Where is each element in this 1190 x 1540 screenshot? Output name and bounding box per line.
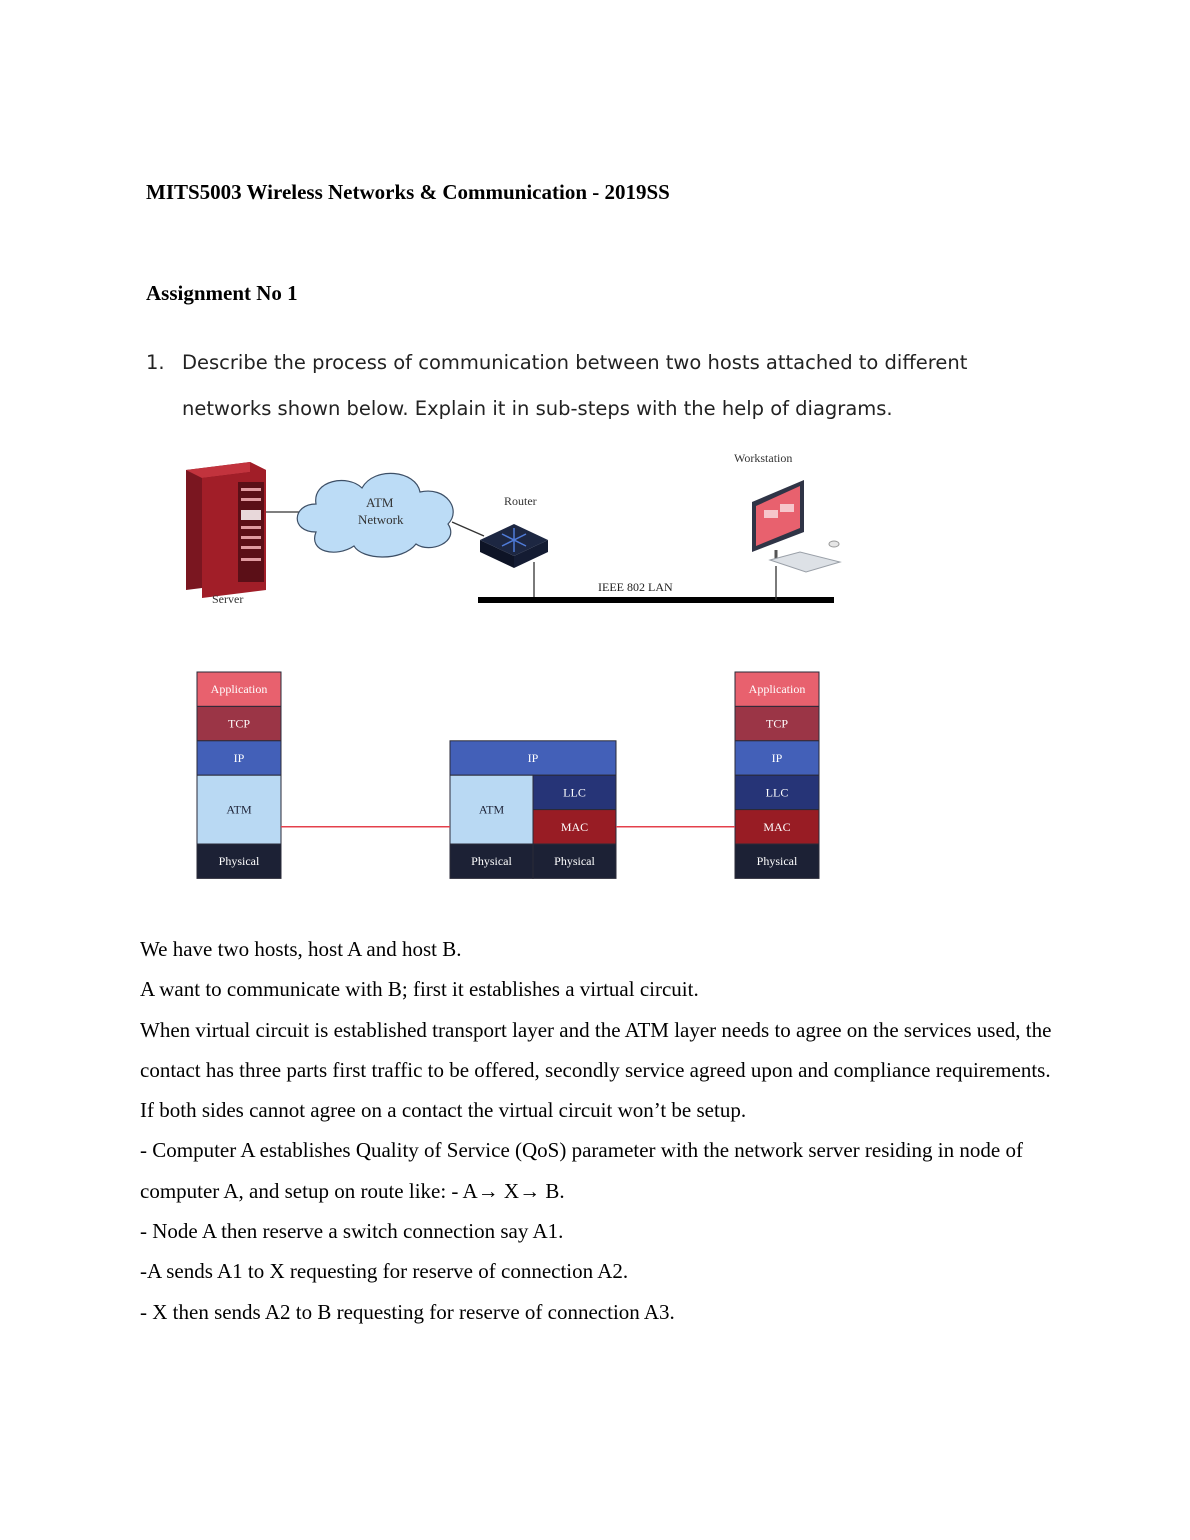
- paragraph: - Node A then reserve a switch connection say A1.: [140, 1219, 564, 1244]
- router-stack-atm-label: ATM: [478, 802, 505, 817]
- paragraph: We have two hosts, host A and host B.: [140, 937, 462, 961]
- paragraph: When virtual circuit is established transport layer and the ATM layer needs to agree on the services used, the contact has three parts first traffic to be offered, secondly service agreed upon and compliance requirements.: [140, 1017, 1052, 1082]
- router-stack-physical-left-label: Physical: [471, 854, 512, 869]
- left-stack-physical: [197, 844, 281, 878]
- document-title: MITS5003 Wireless Networks & Communication - 2019SS: [146, 180, 670, 204]
- left-stack-tcp-label: TCP: [227, 716, 251, 731]
- paragraph: If both sides cannot agree on a contact the virtual circuit won’t be setup.: [140, 1098, 747, 1123]
- right-stack-tcp: [735, 706, 819, 740]
- right-stack-llc: [735, 775, 819, 809]
- assignment-heading: Assignment No 1: [146, 281, 298, 305]
- router-stack-ip-label: IP: [527, 751, 539, 765]
- router-icon: [480, 524, 548, 568]
- router-stack-physical-right: [533, 844, 616, 878]
- right-stack-application-label: Application: [748, 682, 806, 697]
- router-stack-llc-label: LLC: [563, 785, 586, 800]
- router-stack-physical-right-label: Physical: [554, 854, 595, 869]
- right-stack-ip-label: IP: [771, 751, 783, 765]
- left-stack-atm-label: ATM: [226, 802, 252, 817]
- left-stack-physical-label: Physical: [218, 854, 260, 869]
- left-stack-ip: [197, 741, 281, 775]
- router-stack-mac-label: MAC: [560, 819, 589, 834]
- right-stack-physical: [735, 844, 819, 878]
- right-stack-mac-label: MAC: [763, 819, 791, 834]
- paragraph: - X then sends A2 to B requesting for reserve of connection A3.: [140, 1299, 675, 1324]
- question-number: 1.: [146, 351, 165, 374]
- left-stack-application: [197, 672, 281, 706]
- answer-body: [140, 929, 1060, 1332]
- question-1: [146, 340, 1046, 432]
- router-stack-llc: [533, 775, 616, 809]
- paragraph: -A sends A1 to X requesting for reserve of connection A2.: [140, 1259, 629, 1284]
- right-stack-mac: [735, 810, 819, 844]
- right-stack-llc-label: LLC: [765, 785, 789, 800]
- cloud-label-network: Network: [358, 512, 404, 527]
- lan-bus: [478, 597, 834, 603]
- protocol-stacks: [197, 672, 819, 878]
- question-text: Describe the process of communication between two hosts attached to different networks shown below. Explain it in sub-steps with the help of diagrams.: [182, 351, 968, 420]
- router-stack-physical-left: [450, 844, 533, 878]
- router-label: Router: [504, 494, 537, 508]
- server-label: Server: [212, 592, 244, 606]
- right-stack-application: [735, 672, 819, 706]
- right-stack-tcp-label: TCP: [765, 716, 789, 731]
- right-stack-ip: [735, 741, 819, 775]
- workstation-label: Workstation: [734, 451, 793, 465]
- left-stack-atm: [197, 775, 281, 844]
- router-stack-mac: [533, 810, 616, 844]
- cloud-label-atm: ATM: [366, 495, 394, 510]
- left-stack-application-label: Application: [210, 682, 268, 697]
- left-stack-tcp: [197, 706, 281, 740]
- left-stack-ip-label: IP: [233, 751, 245, 765]
- network-figure: [140, 440, 860, 900]
- server-icon: [186, 462, 266, 598]
- paragraph: A want to communicate with B; first it establishes a virtual circuit.: [140, 977, 699, 1002]
- router-stack-ip: [450, 741, 616, 775]
- lan-label: IEEE 802 LAN: [598, 580, 673, 594]
- router-stack-atm: [450, 775, 533, 844]
- paragraph: - Computer A establishes Quality of Service (QoS) parameter with the network server residing in node of computer A, and setup on route like: - A→ X→ B.: [140, 1138, 1023, 1203]
- cloud-router-link: [452, 522, 484, 536]
- right-stack-physical-label: Physical: [756, 854, 798, 869]
- workstation-icon: [752, 480, 840, 572]
